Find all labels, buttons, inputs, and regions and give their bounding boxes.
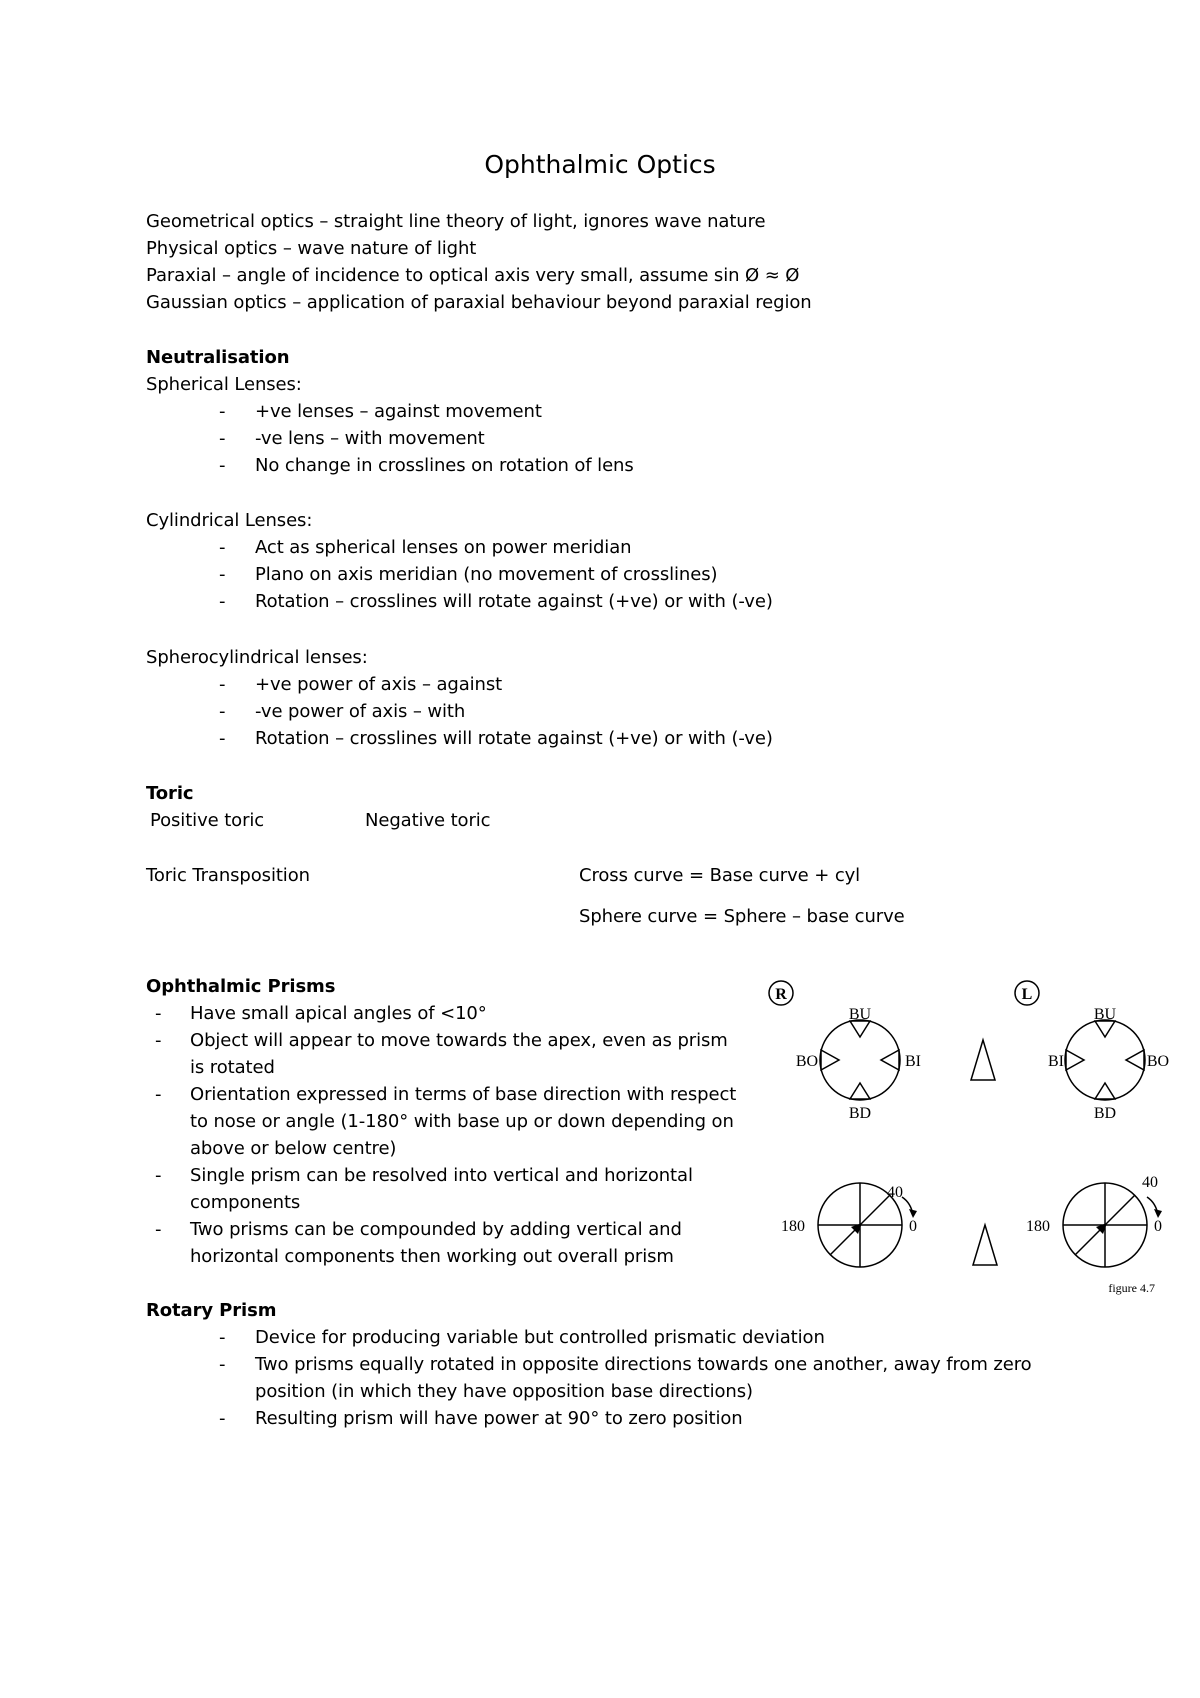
list-item-continuation: to nose or angle (1-180° with base up or down depending on: [190, 1111, 734, 1132]
bullet-dash: -: [219, 564, 226, 585]
bullet-dash: -: [219, 701, 226, 722]
base-notation-circle-right: [820, 1020, 900, 1100]
spherical-lenses-label: Spherical Lenses:: [146, 374, 302, 395]
base-notation-circle-left: [1065, 1020, 1145, 1100]
definition-physical: Physical optics – wave nature of light: [146, 238, 477, 259]
list-item: +ve power of axis – against: [255, 674, 503, 695]
bo-label: BO: [1146, 1053, 1170, 1070]
angle-40-label: 40: [887, 1184, 903, 1201]
bullet-dash: -: [219, 1327, 226, 1348]
list-item: Two prisms can be compounded by adding vertical and: [190, 1219, 682, 1240]
positive-toric-label: Positive toric: [150, 810, 265, 831]
toric-transposition-label: Toric Transposition: [146, 865, 310, 886]
bd-label: BD: [1093, 1105, 1117, 1122]
list-item: Have small apical angles of <10°: [190, 1003, 487, 1024]
list-item: -ve lens – with movement: [255, 428, 485, 449]
base-out-triangle: [821, 1050, 839, 1070]
bullet-dash: -: [155, 1084, 162, 1105]
arrowhead: [1154, 1209, 1162, 1218]
list-item: Rotation – crosslines will rotate against (+ve) or with (-ve): [255, 728, 773, 749]
right-eye-label: R: [775, 986, 787, 1003]
bullet-dash: -: [219, 1354, 226, 1375]
list-item-continuation: above or below centre): [190, 1138, 397, 1159]
bullet-dash: -: [219, 401, 226, 422]
arrowhead: [909, 1209, 917, 1218]
base-in-triangle: [881, 1050, 899, 1070]
angle-180-label: 180: [1026, 1218, 1050, 1235]
base-down-triangle: [850, 1083, 870, 1099]
angle-180-label: 180: [781, 1218, 805, 1235]
list-item-continuation: position (in which they have opposition base directions): [255, 1381, 753, 1402]
list-item: Two prisms equally rotated in opposite directions towards one another, away from zero: [255, 1354, 1032, 1375]
base-out-triangle: [1126, 1050, 1144, 1070]
prism-orientation-figure: [765, 975, 1185, 1305]
bo-label: BO: [795, 1053, 819, 1070]
angle-0-label: 0: [909, 1218, 917, 1235]
definition-paraxial: Paraxial – angle of incidence to optical axis very small, assume sin Ø ≈ Ø: [146, 265, 800, 286]
bullet-dash: -: [219, 537, 226, 558]
bullet-dash: -: [155, 1165, 162, 1186]
bu-label: BU: [848, 1006, 872, 1023]
sphere-curve-formula: Sphere curve = Sphere – base curve: [579, 906, 905, 927]
bi-label: BI: [905, 1053, 921, 1070]
list-item: Device for producing variable but controlled prismatic deviation: [255, 1327, 825, 1348]
bullet-dash: -: [155, 1219, 162, 1240]
list-item: -ve power of axis – with: [255, 701, 466, 722]
angle-0-label: 0: [1154, 1218, 1162, 1235]
base-up-triangle: [850, 1021, 870, 1037]
cross-curve-formula: Cross curve = Base curve + cyl: [579, 865, 861, 886]
bullet-dash: -: [219, 428, 226, 449]
bullet-dash: -: [219, 674, 226, 695]
bd-label: BD: [848, 1105, 872, 1122]
list-item-continuation: components: [190, 1192, 301, 1213]
list-item: Resulting prism will have power at 90° to zero position: [255, 1408, 743, 1429]
cylindrical-lenses-label: Cylindrical Lenses:: [146, 510, 313, 531]
list-item: No change in crosslines on rotation of lens: [255, 455, 634, 476]
list-item: Single prism can be resolved into vertical and horizontal: [190, 1165, 693, 1186]
prism-triangle: [971, 1040, 995, 1080]
prism-triangle: [973, 1225, 997, 1265]
section-heading-toric: Toric: [146, 783, 194, 804]
base-up-triangle: [1095, 1021, 1115, 1037]
negative-toric-label: Negative toric: [365, 810, 491, 831]
bi-label: BI: [1048, 1053, 1064, 1070]
bullet-dash: -: [219, 1408, 226, 1429]
section-heading-neutralisation: Neutralisation: [146, 347, 290, 368]
bu-label: BU: [1093, 1006, 1117, 1023]
definition-geometrical: Geometrical optics – straight line theory of light, ignores wave nature: [146, 211, 766, 232]
list-item: Rotation – crosslines will rotate against (+ve) or with (-ve): [255, 591, 773, 612]
list-item-continuation: horizontal components then working out overall prism: [190, 1246, 674, 1267]
definition-gaussian: Gaussian optics – application of paraxial behaviour beyond paraxial region: [146, 292, 812, 313]
list-item: Object will appear to move towards the apex, even as prism: [190, 1030, 728, 1051]
list-item-continuation: is rotated: [190, 1057, 275, 1078]
section-heading-ophthalmic-prisms: Ophthalmic Prisms: [146, 976, 336, 997]
bullet-dash: -: [155, 1003, 162, 1024]
left-eye-label: L: [1021, 986, 1033, 1003]
bullet-dash: -: [155, 1030, 162, 1051]
list-item: Plano on axis meridian (no movement of crosslines): [255, 564, 718, 585]
spherocylindrical-lenses-label: Spherocylindrical lenses:: [146, 647, 368, 668]
section-heading-rotary-prism: Rotary Prism: [146, 1300, 277, 1321]
list-item: +ve lenses – against movement: [255, 401, 542, 422]
angle-40-label: 40: [1142, 1174, 1158, 1191]
bullet-dash: -: [219, 591, 226, 612]
list-item: Orientation expressed in terms of base direction with respect: [190, 1084, 737, 1105]
figure-caption: figure 4.7: [1108, 1281, 1155, 1295]
list-item: Act as spherical lenses on power meridian: [255, 537, 632, 558]
bullet-dash: -: [219, 455, 226, 476]
base-in-triangle: [1066, 1050, 1084, 1070]
base-down-triangle: [1095, 1083, 1115, 1099]
page-title: Ophthalmic Optics: [484, 150, 716, 179]
bullet-dash: -: [219, 728, 226, 749]
